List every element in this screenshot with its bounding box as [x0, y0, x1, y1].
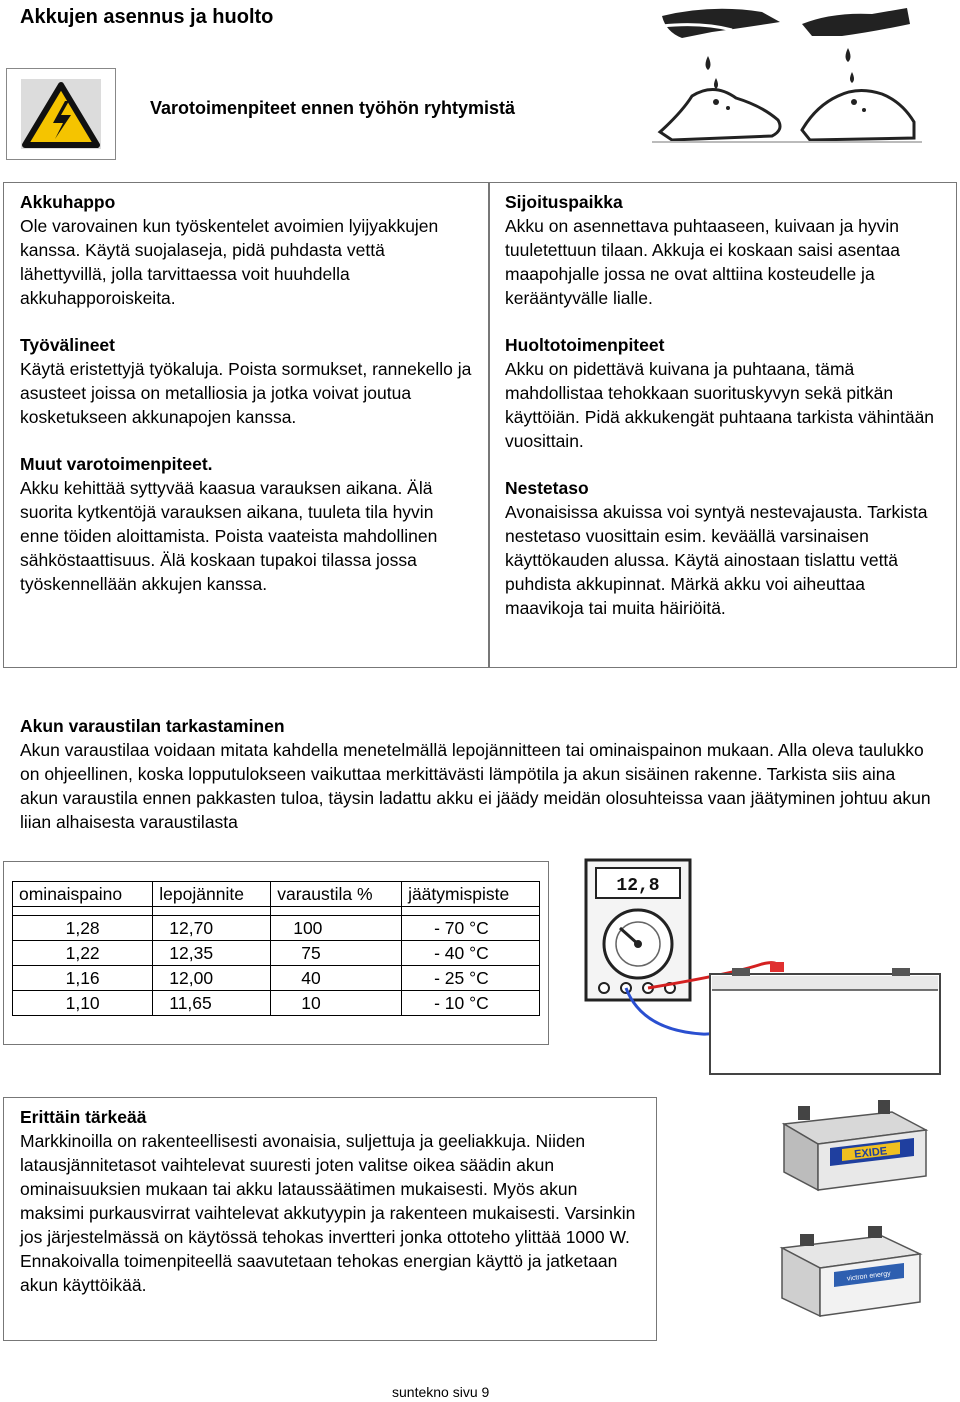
multimeter-battery-diagram: [582, 856, 952, 1076]
table-cell: 1,28: [13, 916, 153, 941]
table-cell: 12,35: [153, 941, 271, 966]
charge-state-section: [20, 714, 935, 834]
table-cell: - 70 °C: [402, 916, 540, 941]
table-row: [13, 966, 540, 991]
acid-burn-hands-illustration: [652, 2, 922, 144]
section-tyovalineet: [20, 333, 475, 429]
warning-sign-frame: [6, 68, 116, 160]
table-row: [13, 941, 540, 966]
section-heading: Työvälineet: [20, 335, 115, 355]
page-footer: suntekno sivu 9: [392, 1384, 490, 1400]
column-divider: [488, 182, 490, 668]
table-cell: 12,00: [153, 966, 271, 991]
table-cell: 40: [271, 966, 402, 991]
section-heading: Huoltotoimenpiteet: [505, 335, 665, 355]
left-column: [20, 190, 475, 619]
header-ominaispaino: ominaispaino: [13, 882, 153, 907]
table-cell: 1,16: [13, 966, 153, 991]
important-text: [20, 1105, 645, 1297]
header-varaustila: varaustila %: [271, 882, 402, 907]
section-heading: Muut varotoimenpiteet.: [20, 454, 213, 474]
section-heading: Nestetaso: [505, 478, 589, 498]
table-cell: 11,65: [153, 991, 271, 1016]
section-huoltotoimenpiteet: [505, 333, 945, 453]
section-muut-varotoimenpiteet: [20, 452, 475, 596]
section-nestetaso: [505, 476, 945, 620]
right-column: [505, 190, 945, 643]
exide-label: EXIDE: [853, 1145, 888, 1161]
charge-body: Akun varaustilaa voidaan mitata kahdella menetelmällä lepojännitteen tai ominaispainon mukaan. Alla oleva taulukko on ohjeellinen, koska lopputulokseen vaikuttaa merkittävästi lämpötila ja akun sisäinen rakenne. Tarkista siis aina akun varaustila ennen pakkasten tuloa, täysin ladattu akku ei jäädy meidän olosuhteissa vaan jäätyminen johtuu akun liian alhaisesta varaustilasta: [20, 740, 931, 832]
section-body: Ole varovainen kun työskentelet avoimien lyijyakkujen kanssa. Käytä suojalaseja, pidä puhdasta vettä lähettyvillä, jolla tarvittaessa voit huuhdella akkuhapporoiskeita.: [20, 216, 439, 308]
table-cell: 100: [271, 916, 402, 941]
section-body: Akku on pidettävä kuivana ja puhtaana, tämä mahdollistaa tehokkaan suorituskyvyn sekä pitkän käyttöiän. Pidä akkukengät puhtaana tarkista vähintään vuosittain.: [505, 359, 935, 451]
table-row: [13, 991, 540, 1016]
high-voltage-warning-icon: [13, 73, 109, 155]
table-row: [13, 916, 540, 941]
table-cell: 10: [271, 991, 402, 1016]
section-heading: Sijoituspaikka: [505, 192, 623, 212]
section-body: Avonaisissa akuissa voi syntyä nestevajausta. Tarkista nestetaso vuosittain esim. keväällä varsinaisen käyttökauden alussa. Käytä ainostaan tislattu vettä puhdista akkupinnat. Märkä akku voi aiheuttaa maavikoja tai muita häiriöitä.: [505, 502, 928, 618]
important-body: Markkinoilla on rakenteellisesti avonaisia, suljettuja ja geeliakkuja. Niiden latausjännitetasot vaihtelevat suuresti joten valitse oikea säädin akun ominaisuuksien mukaan tai akku lataussäätimen mukaisesti. Myös akun maksimi purkausvirrat vaihtelevat akkutyypin ja rakenteen mukaisesti. Varsinkin jos järjestelmässä on käytössä tehokas invertteri jonka ottoteho ylittää 1000 W. Ennakoivalla toimenpiteellä saavutetaan tehokas energian käyttö ja jatketaan akun käyttöikää.: [20, 1131, 636, 1295]
page-subtitle: Varotoimenpiteet ennen työhön ryhtymistä: [150, 98, 516, 118]
section-sijoituspaikka: [505, 190, 945, 310]
header-jaatymispiste: jäätymispiste: [402, 882, 540, 907]
victron-label: victron energy: [846, 1270, 892, 1283]
charge-heading: Akun varaustilan tarkastaminen: [20, 716, 285, 736]
table-cell: 12,70: [153, 916, 271, 941]
section-akkuhappo: [20, 190, 475, 310]
meter-display: 12,8: [616, 876, 660, 896]
section-body: Akku on asennettava puhtaaseen, kuivaan ja hyvin tuuletettuun tilaan. Akkuja ei koskaan saisi asentaa maapohjalle jossa ne ovat alttiina kosteudelle ja kerääntyvälle lialle.: [505, 216, 900, 308]
table-cell: 75: [271, 941, 402, 966]
table-cell: - 25 °C: [402, 966, 540, 991]
table-cell: - 40 °C: [402, 941, 540, 966]
charge-state-table: [12, 881, 540, 1016]
exide-battery-image: [774, 1098, 934, 1194]
important-heading: Erittäin tärkeää: [20, 1107, 147, 1127]
table-cell: - 10 °C: [402, 991, 540, 1016]
table-cell: 1,10: [13, 991, 153, 1016]
table-cell: 1,22: [13, 941, 153, 966]
table-header-row: [13, 882, 540, 907]
section-body: Käytä eristettyjä työkaluja. Poista sormukset, rannekello ja asusteet joissa on metalliosia ja jotka voivat joutua kosketukseen akkunapojen kanssa.: [20, 359, 472, 427]
page-title: Akkujen asennus ja huolto: [20, 6, 274, 28]
section-body: Akku kehittää syttyvää kaasua varauksen aikana. Älä suorita kytkentöjä varauksen aikana, tuuleta tila hyvin enne töiden aloittamista. Poista vaateista mahdollinen sähköstaattisuus. Älä koskaan tupakoi tilassa jossa työskennellään akkujen kanssa.: [20, 478, 438, 594]
section-heading: Akkuhappo: [20, 192, 116, 212]
victron-battery-image: [770, 1218, 930, 1322]
header-lepojannite: lepojännite: [153, 882, 271, 907]
